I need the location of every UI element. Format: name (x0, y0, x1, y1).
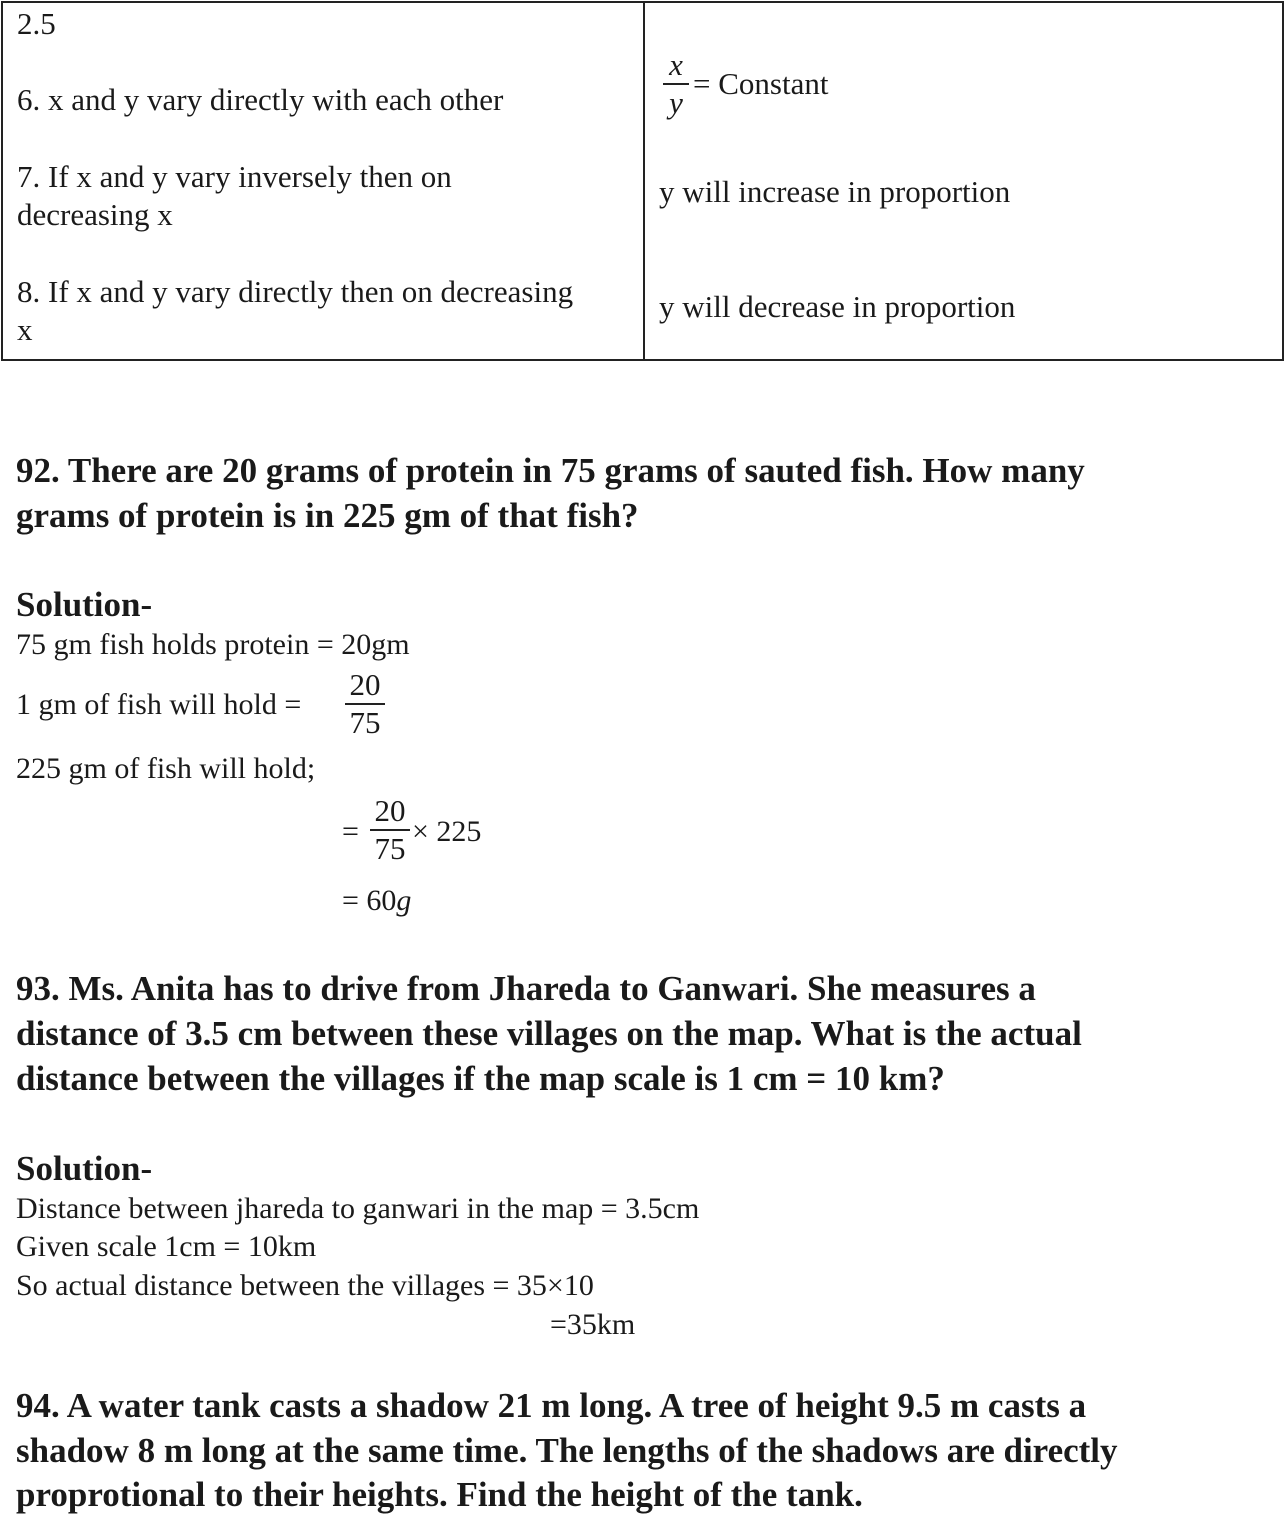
match-table (1, 1, 1284, 361)
multiplication-term: × 225 (412, 815, 482, 848)
question-92-line-2: grams of protein is in 225 gm of that fish? (16, 496, 639, 535)
fraction-numerator: 20 (349, 667, 381, 702)
solution-line: 225 gm of fish will hold; (16, 752, 316, 785)
question-92-line-1: 92. There are 20 grams of protein in 75 grams of sauted fish. How many (16, 451, 1085, 490)
solution-label: Solution- (16, 585, 153, 624)
fraction-numerator: x (669, 47, 683, 82)
solution-line: =35km (550, 1308, 636, 1341)
question-93-line-2: distance of 3.5 cm between these villages on the map. What is the actual (16, 1014, 1082, 1053)
question-94-line-2: shadow 8 m long at the same time. The lengths of the shadows are directly (16, 1431, 1118, 1470)
table-cell-left: x (17, 312, 33, 347)
fraction-20-over-75 (345, 667, 385, 741)
table-cell-right: = Constant (693, 66, 829, 101)
solution-line: 1 gm of fish will hold = (16, 688, 302, 721)
table-divider (643, 3, 645, 359)
fraction-denominator: 75 (374, 831, 406, 866)
table-cell-left: 6. x and y vary directly with each other (17, 82, 504, 117)
fraction-20-over-75 (370, 793, 410, 867)
solution-line: Distance between jhareda to ganwari in the map = 3.5cm (16, 1192, 700, 1225)
solution-label: Solution- (16, 1149, 153, 1188)
result-number: = 60 (342, 884, 397, 917)
table-cell-left: 2.5 (17, 6, 56, 41)
question-93-line-3: distance between the villages if the map scale is 1 cm = 10 km? (16, 1059, 945, 1098)
table-cell-left: 7. If x and y vary inversely then on (17, 159, 452, 194)
table-cell-right: y will decrease in proportion (659, 289, 1016, 324)
result-unit: g (396, 884, 412, 917)
solution-line: 75 gm fish holds protein = 20gm (16, 628, 410, 661)
table-cell-left: decreasing x (17, 197, 173, 232)
fraction-denominator: y (669, 85, 683, 120)
table-cell-left: 8. If x and y vary directly then on decreasing (17, 274, 574, 309)
question-94-line-3: proprotional to their heights. Find the height of the tank. (16, 1475, 863, 1514)
table-cell-right: y will increase in proportion (659, 174, 1011, 209)
solution-line: So actual distance between the villages = 35×10 (16, 1269, 594, 1302)
fraction-denominator: 75 (349, 705, 381, 740)
question-93-line-1: 93. Ms. Anita has to drive from Jhareda to Ganwari. She measures a (16, 969, 1036, 1008)
equals-sign: = (342, 815, 359, 848)
fraction-x-over-y (663, 47, 689, 121)
fraction-numerator: 20 (374, 793, 406, 828)
result-value (342, 882, 411, 920)
solution-line: Given scale 1cm = 10km (16, 1230, 317, 1263)
question-94-line-1: 94. A water tank casts a shadow 21 m long. A tree of height 9.5 m casts a (16, 1386, 1087, 1425)
